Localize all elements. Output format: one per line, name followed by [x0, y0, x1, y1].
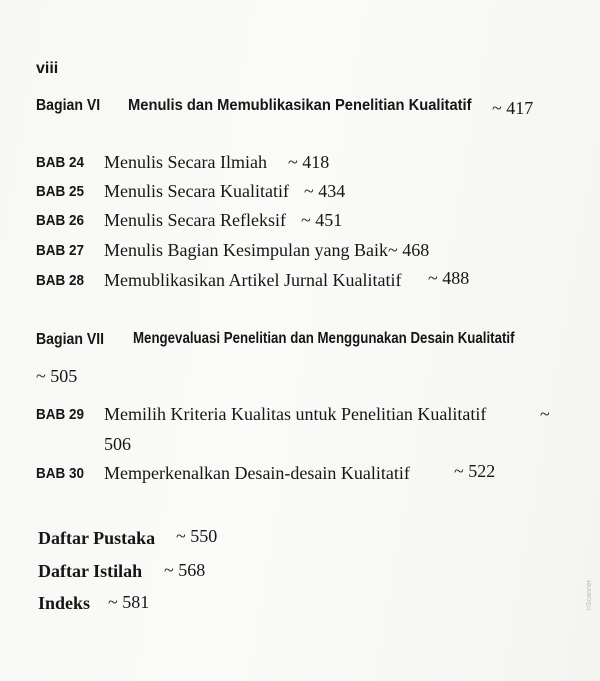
chapter-page: ~ 522	[454, 461, 496, 481]
chapter-page: ~ 488	[428, 268, 470, 288]
toc-entry-back-matter	[38, 560, 206, 582]
chapter-page: ~ 418	[288, 152, 330, 172]
chapter-number: BAB 26	[36, 212, 85, 229]
chapter-number: BAB 25	[36, 183, 85, 200]
chapter-page: ~ 434	[304, 181, 346, 201]
chapter-title: Menulis Secara Kualitatif	[104, 181, 289, 201]
page-number: viii	[36, 60, 59, 77]
back-matter-label: Daftar Istilah	[38, 561, 143, 581]
back-matter-label: Daftar Pustaka	[38, 528, 156, 548]
part-page-row	[36, 366, 77, 387]
part-heading-vii	[36, 330, 515, 349]
part-title: Menulis dan Memublikasikan Penelitian Kualitatif	[128, 97, 472, 114]
back-matter-page: ~ 550	[176, 526, 218, 546]
chapter-number: BAB 28	[36, 272, 85, 289]
part-page: ~ 417	[492, 98, 534, 118]
chapter-number: BAB 30	[36, 465, 85, 482]
chapter-title: Memilih Kriteria Kualitas untuk Penelitian Kualitatif	[104, 404, 487, 424]
chapter-title: Menulis Secara Refleksif	[104, 210, 286, 230]
back-matter-page: ~ 568	[164, 560, 206, 580]
chapter-title: Memublikasikan Artikel Jurnal Kualitatif	[104, 270, 402, 290]
toc-entry-back-matter	[38, 592, 150, 614]
chapter-title: Menulis Bagian Kesimpulan yang Baik	[104, 240, 388, 260]
chapter-page: ~ 468	[388, 240, 430, 260]
part-label: Bagian VII	[36, 331, 105, 348]
chapter-number: BAB 24	[36, 154, 85, 171]
back-matter-label: Indeks	[38, 593, 91, 613]
chapter-page-marker: ~	[540, 404, 550, 424]
chapter-page: 506	[104, 434, 131, 454]
chapter-number: BAB 29	[36, 406, 85, 423]
chapter-page: ~ 451	[301, 210, 343, 230]
scanner-watermark: nScanner	[586, 580, 593, 610]
chapter-number: BAB 27	[36, 242, 85, 259]
chapter-title: Menulis Secara Ilmiah	[104, 152, 267, 172]
part-title: Mengevaluasi Penelitian dan Menggunakan Desain Kualitatif	[133, 330, 515, 347]
part-label: Bagian VI	[36, 97, 101, 114]
chapter-title: Memperkenalkan Desain-desain Kualitatif	[104, 463, 410, 483]
back-matter-page: ~ 581	[108, 592, 150, 612]
toc-entry-back-matter	[38, 526, 218, 549]
part-page: ~ 505	[36, 366, 78, 386]
part-heading-vi	[36, 97, 534, 118]
